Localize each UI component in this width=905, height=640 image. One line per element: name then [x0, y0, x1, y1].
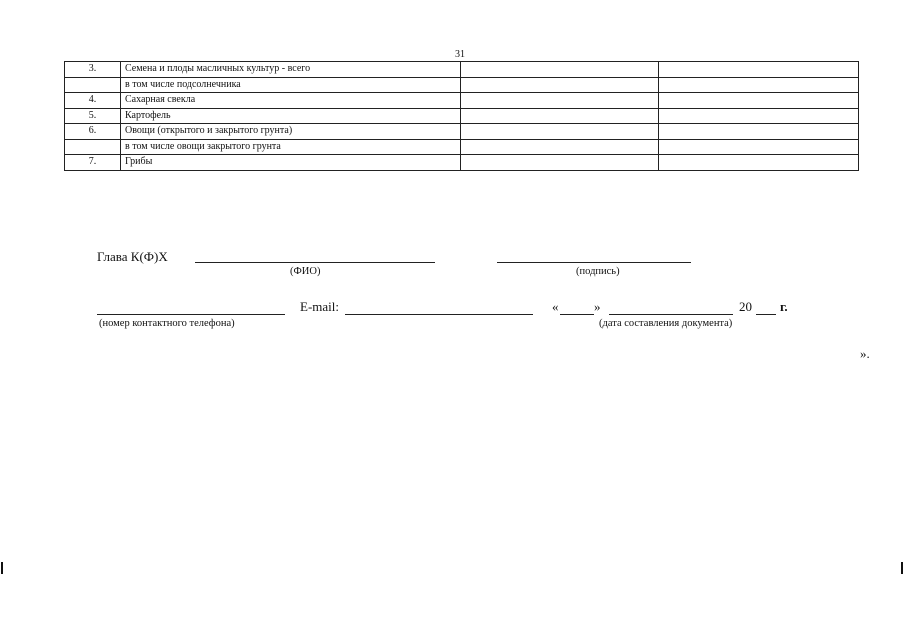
table-row: [65, 93, 859, 109]
table-row: [65, 124, 859, 140]
row-number: 6.: [65, 124, 121, 140]
row-value-b[interactable]: [659, 155, 859, 171]
year-prefix: 20: [739, 299, 752, 314]
row-value-a[interactable]: [461, 77, 659, 93]
row-value-b[interactable]: [659, 77, 859, 93]
date-open-quote: «: [552, 299, 559, 314]
row-name: в том числе подсолнечника: [121, 77, 461, 93]
row-number: [65, 139, 121, 155]
row-value-b[interactable]: [659, 93, 859, 109]
table-row: [65, 139, 859, 155]
row-value-a[interactable]: [461, 124, 659, 140]
table-row: [65, 77, 859, 93]
row-number: [65, 77, 121, 93]
row-name: Семена и плоды масличных культур - всего: [121, 62, 461, 78]
email-label: E-mail:: [300, 299, 339, 314]
crops-table: [64, 61, 859, 171]
row-value-a[interactable]: [461, 155, 659, 171]
row-number: 3.: [65, 62, 121, 78]
scan-edge-mark-right: [901, 562, 903, 574]
head-label: Глава К(Ф)Х: [97, 249, 168, 264]
fio-line[interactable]: [195, 262, 435, 263]
scan-edge-mark-left: [1, 562, 3, 574]
row-value-a[interactable]: [461, 139, 659, 155]
fio-caption: (ФИО): [290, 266, 321, 277]
row-name: Грибы: [121, 155, 461, 171]
row-value-b[interactable]: [659, 108, 859, 124]
email-line[interactable]: [345, 314, 533, 315]
date-caption: (дата составления документа): [599, 318, 733, 329]
phone-line[interactable]: [97, 314, 285, 315]
row-name: в том числе овощи закрытого грунта: [121, 139, 461, 155]
closing-mark: ».: [860, 346, 870, 361]
phone-caption: (номер контактного телефона): [99, 318, 235, 329]
year-suffix: г.: [780, 299, 788, 314]
signature-line[interactable]: [497, 262, 691, 263]
row-number: 4.: [65, 93, 121, 109]
row-value-a[interactable]: [461, 108, 659, 124]
row-value-b[interactable]: [659, 62, 859, 78]
row-value-a[interactable]: [461, 62, 659, 78]
table-row: [65, 108, 859, 124]
row-number: 5.: [65, 108, 121, 124]
crops-table-body: [65, 62, 859, 171]
row-value-b[interactable]: [659, 124, 859, 140]
date-year-line[interactable]: [756, 314, 776, 315]
page-number: 31: [455, 49, 465, 60]
row-value-b[interactable]: [659, 139, 859, 155]
date-close-quote: »: [594, 299, 601, 314]
row-name: Овощи (открытого и закрытого грунта): [121, 124, 461, 140]
date-month-line[interactable]: [609, 314, 733, 315]
row-name: Сахарная свекла: [121, 93, 461, 109]
row-value-a[interactable]: [461, 93, 659, 109]
table-row: [65, 62, 859, 78]
table-row: [65, 155, 859, 171]
row-number: 7.: [65, 155, 121, 171]
row-name: Картофель: [121, 108, 461, 124]
signature-caption: (подпись): [576, 266, 620, 277]
date-day-line[interactable]: [560, 314, 594, 315]
